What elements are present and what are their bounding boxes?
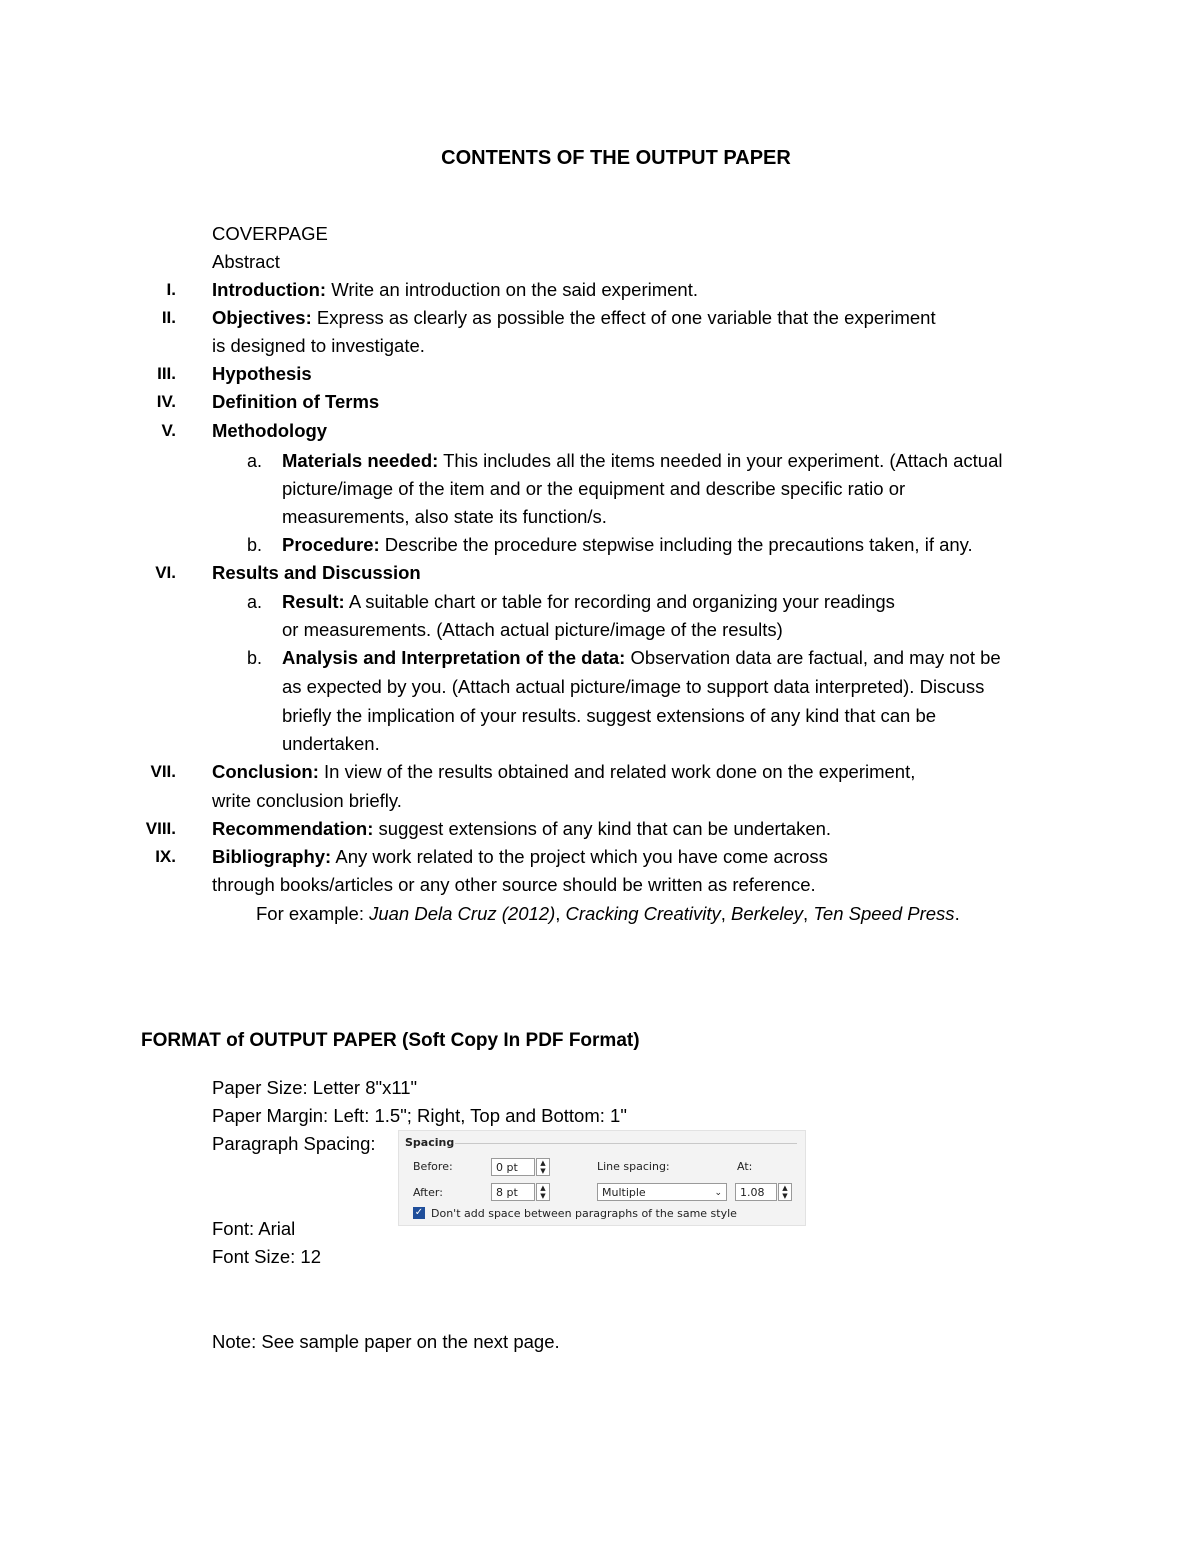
subitem-text-continued: picture/image of the item and or the equipment and describe specific ratio or: [282, 478, 906, 499]
after-spinner[interactable]: ▲ ▼: [536, 1183, 550, 1201]
subitem-text-continued: undertaken.: [282, 733, 380, 754]
section-number: VIII.: [145, 819, 176, 838]
section-heading: Conclusion:: [212, 761, 319, 782]
subitem-letter: b.: [246, 648, 262, 668]
example-book: Cracking Creativity: [565, 903, 721, 924]
section-objectives: [212, 306, 936, 330]
after-label: After:: [413, 1186, 443, 1199]
subitem-materials-needed: [282, 449, 1003, 473]
section-conclusion: [212, 760, 915, 784]
subitem-heading: Materials needed:: [282, 450, 439, 471]
subitem-text: A suitable chart or table for recording and organizing your readings: [344, 591, 895, 612]
section-number: II.: [161, 308, 176, 327]
section-text: Any work related to the project which you have come across: [331, 846, 828, 867]
subitem-heading: Procedure:: [282, 534, 380, 555]
note-text: See sample paper on the next page.: [256, 1331, 560, 1352]
subitem-letter: a.: [246, 451, 262, 471]
subitem-heading: Analysis and Interpretation of the data:: [282, 647, 626, 668]
subitem-text: Describe the procedure stepwise including the precautions taken, if any.: [379, 534, 973, 555]
bibliography-example: [256, 902, 960, 926]
section-number: III.: [157, 364, 176, 383]
section-number: VI.: [155, 563, 176, 582]
page-title: CONTENTS OF THE OUTPUT PAPER: [441, 147, 791, 169]
line-spacing-value: Multiple: [602, 1186, 646, 1199]
abstract-item: Abstract: [212, 251, 280, 272]
at-label: At:: [737, 1160, 753, 1173]
subitem-text-continued: briefly the implication of your results. suggest extensions of any kind that can be: [282, 705, 937, 726]
section-text: suggest extensions of any kind that can be undertaken.: [373, 818, 832, 839]
subitem-text-continued: as expected by you. (Attach actual picture/image to support data interpreted). Discuss: [282, 676, 985, 697]
subitem-procedure: [282, 533, 973, 557]
spacing-group-label: Spacing: [405, 1136, 455, 1149]
section-heading: Objectives:: [212, 307, 312, 328]
at-spinner[interactable]: ▲ ▼: [778, 1183, 792, 1201]
section-text: In view of the results obtained and related work done on the experiment,: [318, 761, 916, 782]
example-prefix: For example:: [256, 903, 370, 924]
coverpage-item: COVERPAGE: [212, 223, 328, 244]
at-input[interactable]: 1.08: [735, 1183, 777, 1201]
example-author: Juan Dela Cruz (2012): [369, 903, 556, 924]
checkbox-same-style[interactable]: ✓: [414, 1207, 424, 1218]
subitem-heading: Result:: [282, 591, 345, 612]
section-hypothesis: Hypothesis: [212, 363, 312, 384]
section-definition-of-terms: Definition of Terms: [212, 391, 380, 412]
subitem-result: [282, 590, 895, 614]
section-methodology: Methodology: [212, 420, 328, 441]
example-separator: ,: [720, 903, 732, 924]
before-input[interactable]: 0 pt: [491, 1158, 535, 1176]
checkbox-label: Don't add space between paragraphs of the same style: [431, 1207, 737, 1220]
paper-margin: Paper Margin: Left: 1.5"; Right, Top and Bottom: 1": [212, 1105, 627, 1126]
section-text: Express as clearly as possible the effect of one variable that the experiment: [311, 307, 936, 328]
section-introduction: [212, 278, 698, 302]
section-text-continued: write conclusion briefly.: [212, 790, 402, 811]
section-heading: Recommendation:: [212, 818, 374, 839]
subitem-text: Observation data are factual, and may not be: [625, 647, 1001, 668]
line-spacing-label: Line spacing:: [597, 1160, 670, 1173]
paper-size: Paper Size: Letter 8"x11": [212, 1077, 418, 1098]
paragraph-spacing-label: Paragraph Spacing:: [212, 1133, 376, 1154]
example-publisher: Ten Speed Press: [813, 903, 955, 924]
before-spinner[interactable]: ▲ ▼: [536, 1158, 550, 1176]
section-number: VII.: [150, 762, 176, 781]
section-heading: Introduction:: [212, 279, 327, 300]
section-number: IX.: [155, 847, 176, 866]
subitem-text: This includes all the items needed in your experiment. (Attach actual: [438, 450, 1003, 471]
format-heading: FORMAT of OUTPUT PAPER (Soft Copy In PDF Format): [141, 1030, 640, 1051]
section-text-continued: is designed to investigate.: [212, 335, 425, 356]
section-bibliography: [212, 845, 828, 869]
font-size: Font Size: 12: [212, 1246, 322, 1267]
section-heading: Bibliography:: [212, 846, 332, 867]
section-results-and-discussion: Results and Discussion: [212, 562, 421, 583]
section-text-continued: through books/articles or any other source should be written as reference.: [212, 874, 816, 895]
subitem-text-continued: or measurements. (Attach actual picture/image of the results): [282, 619, 783, 640]
line-spacing-select[interactable]: [597, 1183, 727, 1201]
group-divider: [455, 1143, 797, 1144]
chevron-down-icon: ⌄: [714, 1188, 722, 1198]
subitem-text-continued: measurements, also state its function/s.: [282, 506, 607, 527]
section-number: IV.: [156, 392, 176, 411]
section-text: Write an introduction on the said experiment.: [326, 279, 698, 300]
example-separator: ,: [555, 903, 566, 924]
after-input[interactable]: 8 pt: [491, 1183, 535, 1201]
subitem-analysis: [282, 646, 1001, 670]
note: [212, 1330, 560, 1354]
font: Font: Arial: [212, 1218, 296, 1239]
subitem-letter: a.: [246, 592, 262, 612]
subitem-letter: b.: [246, 535, 262, 555]
spacing-dialog-screenshot: [398, 1130, 806, 1226]
section-number: I.: [166, 280, 176, 299]
example-city: Berkeley: [731, 903, 804, 924]
section-number: V.: [161, 421, 176, 440]
example-end: .: [954, 903, 960, 924]
section-recommendation: [212, 817, 831, 841]
example-separator: ,: [803, 903, 814, 924]
note-label: Note:: [212, 1331, 257, 1352]
before-label: Before:: [413, 1160, 453, 1173]
